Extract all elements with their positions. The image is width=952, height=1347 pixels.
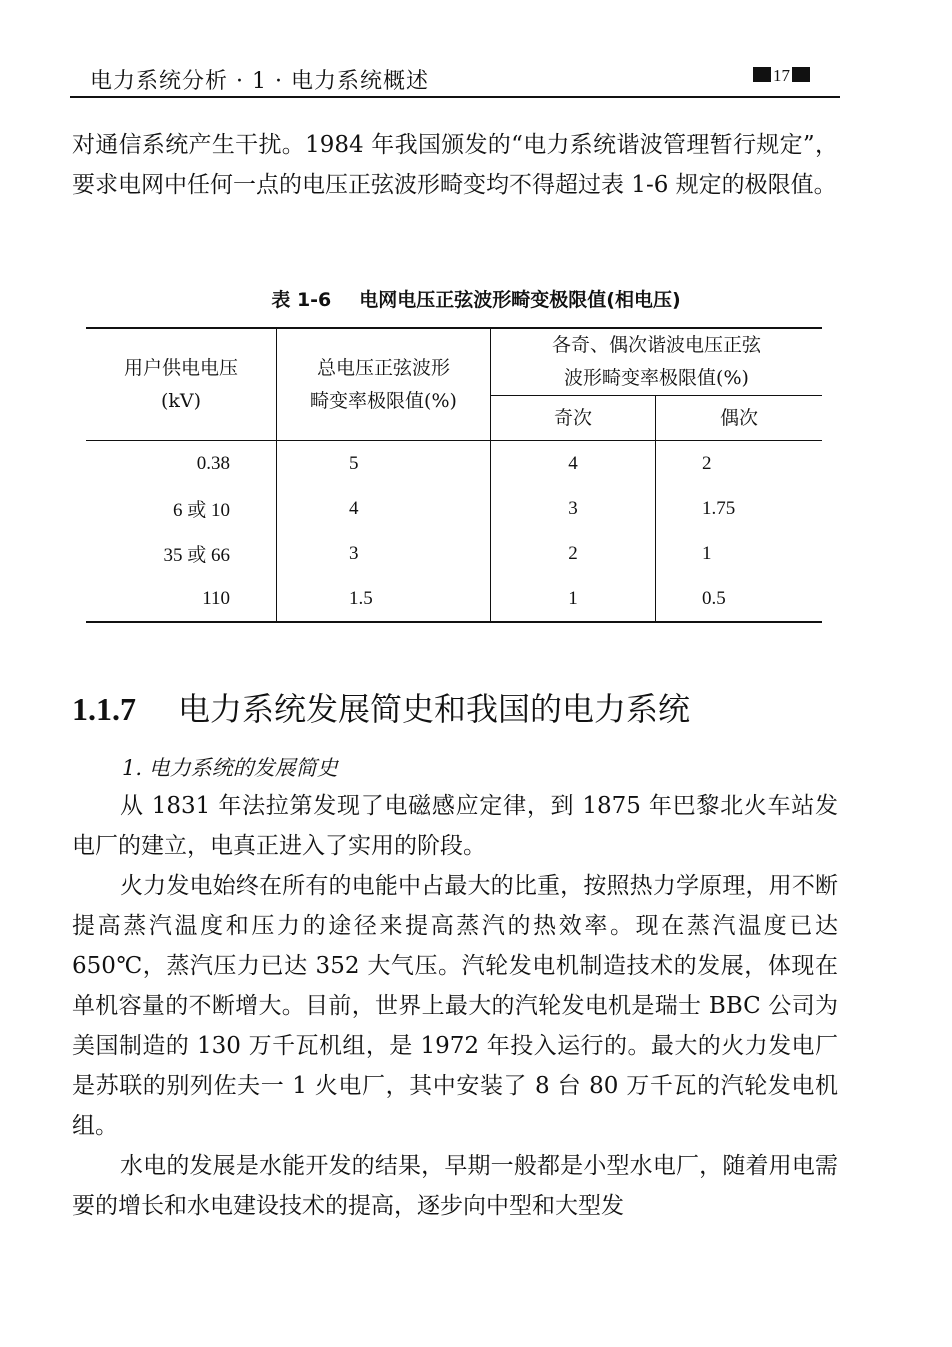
header-total-line2: 畸变率极限值(%) xyxy=(310,389,457,412)
header-harmonic-distortion xyxy=(491,328,823,396)
cell-total: 3 xyxy=(277,531,491,576)
cell-voltage: 6 或 10 xyxy=(86,486,277,531)
header-supply-voltage-unit: (kV) xyxy=(160,389,202,412)
cell-even: 1.75 xyxy=(702,497,736,519)
intro-paragraph: 对通信系统产生干扰。1984 年我国颁发的“电力系统谐波管理暂行规定”，要求电网中任何一点的电压正弦波形畸变均不得超过表 1-6 规定的极限值。 xyxy=(72,132,838,198)
table-caption-number: 表 1-6 xyxy=(271,289,332,311)
cell-total: 4 xyxy=(277,486,491,531)
cell-voltage: 35 或 66 xyxy=(86,531,277,576)
section-number: 1.1.7 xyxy=(72,691,136,727)
cell-odd: 4 xyxy=(491,441,656,487)
page-number xyxy=(751,66,812,86)
cell-odd: 3 xyxy=(491,486,656,531)
table-row xyxy=(86,486,822,531)
header-harmonic-line1: 各奇、偶次谐波电压正弦 xyxy=(551,334,761,356)
table-caption xyxy=(0,285,952,312)
page-marker-left-icon xyxy=(753,67,771,82)
page-number-text: 17 xyxy=(773,66,790,85)
header-odd: 奇次 xyxy=(491,396,656,441)
section-title: 电力系统发展简史和我国的电力系统 xyxy=(178,690,691,728)
table-caption-title: 电网电压正弦波形畸变极限值(相电压) xyxy=(359,289,681,311)
cell-even: 2 xyxy=(702,452,712,474)
cell-even: 0.5 xyxy=(656,576,823,622)
header-supply-voltage xyxy=(86,328,277,441)
cell-voltage: 110 xyxy=(86,576,277,622)
header-total-line1: 总电压正弦波形 xyxy=(316,356,450,379)
distortion-limits-table xyxy=(86,327,822,623)
table-row xyxy=(86,441,822,487)
subsection-title: 1. 电力系统的发展简史 xyxy=(122,756,338,780)
body-paragraph-1: 从 1831 年法拉第发现了电磁感应定律，到 1875 年巴黎北火车站发电厂的建立，电真正进入了实用的阶段。 xyxy=(72,793,838,859)
cell-voltage: 0.38 xyxy=(86,441,277,487)
header-even: 偶次 xyxy=(656,396,823,441)
section-heading xyxy=(72,684,690,730)
running-header xyxy=(70,58,840,98)
table-row xyxy=(86,531,822,576)
cell-even: 1 xyxy=(702,542,712,564)
body-paragraph-2: 火力发电始终在所有的电能中占最大的比重，按照热力学原理，用不断提高蒸汽温度和压力的途径来提高蒸汽的热效率。现在蒸汽温度已达 650℃，蒸汽压力已达 352 大气压。汽轮发电机制造技术的发展，体现在单机容量的不断增大。目前，世界上最大的汽轮发电机是瑞士 BBC 公司为美国制造的 130 万千瓦机组，是 1972 年投入运行的。最大的火力发电厂是苏联的别列佐夫一 1 火电厂，其中安装了 8 台 80 万千瓦的汽轮发电机组。 xyxy=(72,873,838,1139)
body-paragraph-3: 水电的发展是水能开发的结果，早期一般都是小型水电厂，随着用电需要的增长和水电建设技术的提高，逐步向中型和大型发 xyxy=(72,1153,838,1219)
page-marker-right-icon xyxy=(792,67,810,82)
header-harmonic-line2: 波形畸变率极限值(%) xyxy=(564,367,749,389)
cell-odd: 1 xyxy=(491,576,656,622)
header-supply-voltage-line1: 用户供电电压 xyxy=(123,356,238,379)
cell-total: 1.5 xyxy=(277,576,491,622)
cell-odd: 2 xyxy=(491,531,656,576)
cell-total: 5 xyxy=(277,441,491,487)
header-total-distortion xyxy=(277,328,491,441)
running-title: 电力系统分析 · 1 · 电力系统概述 xyxy=(90,69,429,94)
table-row xyxy=(86,576,822,622)
